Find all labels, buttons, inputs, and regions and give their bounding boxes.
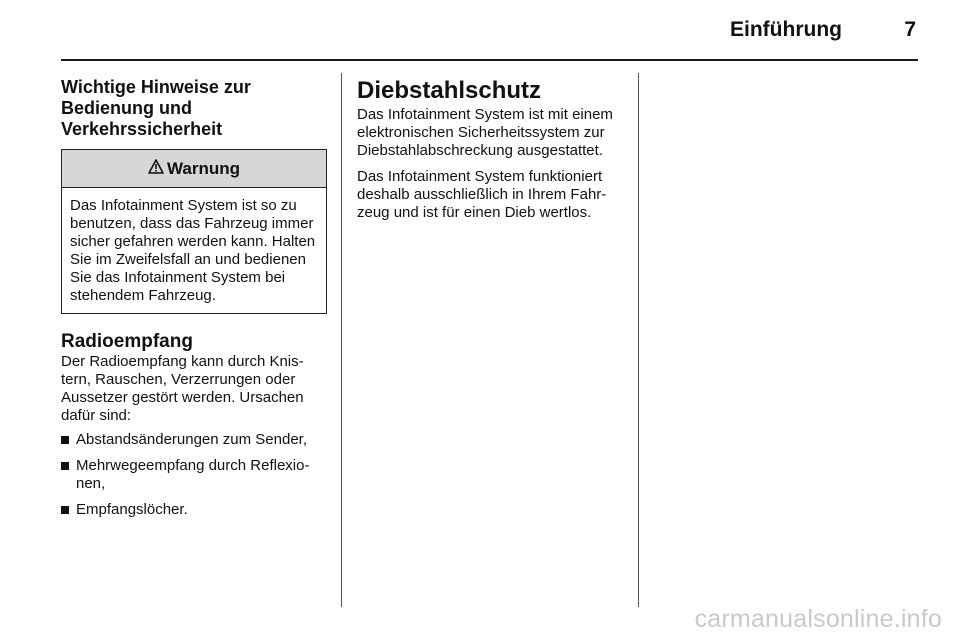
warning-triangle-icon (148, 159, 167, 179)
column-divider-right (638, 73, 639, 607)
watermark: carmanualsonline.info (694, 605, 942, 633)
chapter-title: Einführung (730, 18, 842, 41)
right-column (357, 77, 625, 222)
list-item: Mehrwegeempfang durch Reflexionen, (61, 457, 327, 493)
warning-header (62, 150, 326, 188)
theft-protection-heading: Diebstahlschutz (357, 77, 542, 104)
column-divider-left (341, 73, 342, 607)
theft-paragraph-1: Das Infotainment System ist mit einem elektronischen Sicherheitssystem zur Diebstahlabschreckung ausgestattet. (357, 106, 613, 159)
header-divider (61, 59, 918, 61)
left-column (61, 77, 327, 527)
list-item: Empfangslöcher. (61, 501, 327, 519)
warning-text: Das Infotainment System ist so zu benutzen, dass das Fahrzeug immer sicher gefahren werden kann. Halten Sie im Zweifelsfall an und bedienen Sie das Infotainment System bei stehendem Fahrzeug. (70, 197, 316, 304)
theft-paragraph-2: Das Infotainment System funktioniert deshalb ausschließlich in Ihrem Fahrzeug und ist für einen Dieb wertlos. (357, 168, 607, 221)
radio-causes-list (61, 431, 327, 519)
page-number: 7 (904, 18, 916, 41)
bullet-square-icon (61, 506, 69, 514)
radio-heading: Radioempfang (61, 331, 193, 352)
warning-title: Warnung (166, 158, 241, 178)
list-item: Abstandsänderungen zum Sender, (61, 431, 327, 449)
bullet-square-icon (61, 436, 69, 444)
bullet-square-icon (61, 462, 69, 470)
warning-box (61, 149, 327, 314)
section-heading-safety: Wichtige Hinweise zur Bedienung und Verkehrssicherheit (61, 77, 251, 139)
radio-intro: Der Radioempfang kann durch Knistern, Rauschen, Verzerrungen oder Aussetzer gestört werden. Ursachen dafür sind: (61, 353, 304, 424)
